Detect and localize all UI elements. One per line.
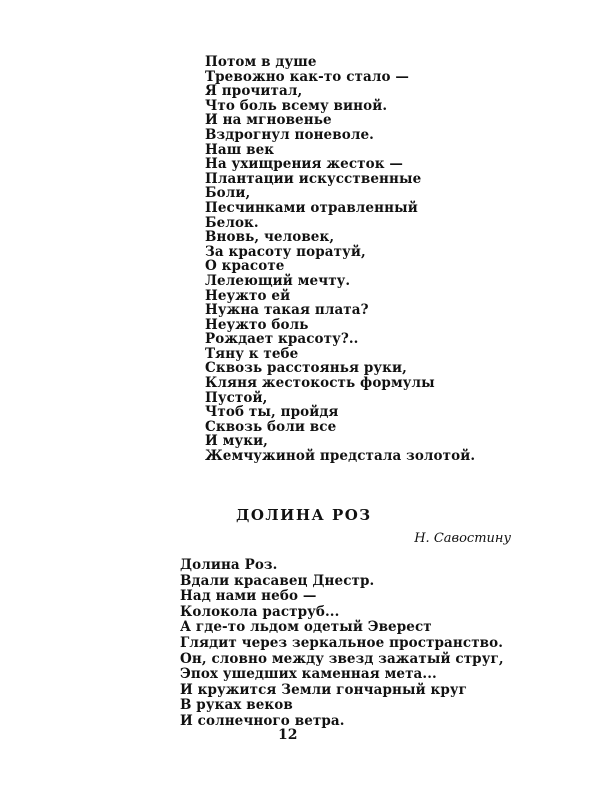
poem-line: Долина Роз. xyxy=(180,557,278,573)
poem-line: Кляня жестокость формулы xyxy=(205,375,435,392)
poem-line: Неужто ей xyxy=(205,287,291,304)
poem-line: Эпох ушедших каменная мета... xyxy=(180,666,437,683)
poem-line: Боли, xyxy=(205,185,251,202)
poem-line: Потом в душе xyxy=(205,54,317,70)
poem-continuation xyxy=(205,55,475,464)
poem-line: И кружится Земли гончарный круг xyxy=(180,681,468,698)
poem-line: Тревожно как-то стало — xyxy=(205,68,409,85)
poem-line: Чтоб ты, пройдя xyxy=(205,404,339,421)
poem-line: Колокола раструб... xyxy=(180,603,340,620)
poem-dedication: Н. Савостину xyxy=(414,531,511,546)
poem-line: Вдали красавец Днестр. xyxy=(180,572,375,589)
page-number: 12 xyxy=(278,727,298,743)
poem-line: Глядит через зеркальное пространство. xyxy=(180,634,504,651)
poem-title: ДОЛИНА РОЗ xyxy=(236,506,372,524)
poem-line: О красоте xyxy=(205,258,285,275)
poem-line: Жемчужиной предстала золотой. xyxy=(205,448,476,465)
poem-dolina-roz xyxy=(180,558,504,730)
poem-line: Над нами небо — xyxy=(180,588,317,605)
poem-line: Наш век xyxy=(205,141,275,158)
poem-line: Вздрогнул поневоле. xyxy=(205,126,374,143)
poem-line: И муки, xyxy=(205,433,268,450)
poem-line: Тяну к тебе xyxy=(205,345,299,362)
poem-line: И солнечного ветра. xyxy=(180,712,345,729)
poem-line: Что боль всему виной. xyxy=(205,97,388,114)
poem-line: За красоту поратуй, xyxy=(205,243,366,260)
poem-line: Сквозь расстоянья руки, xyxy=(205,360,407,377)
poem-line: Песчинками отравленный xyxy=(205,199,418,216)
poem-line: На ухищрения жесток — xyxy=(205,156,403,173)
poem-line: Плантации искусственные xyxy=(205,170,422,187)
poem-line: Я прочитал, xyxy=(205,83,303,100)
poem-line: Лелеющий мечту. xyxy=(205,272,351,289)
poem-line: Нужна такая плата? xyxy=(205,302,369,319)
poem-line: Вновь, человек, xyxy=(205,229,335,246)
poem-line: Он, словно между звезд зажатый струг, xyxy=(180,650,504,667)
poem-line: Рождает красоту?.. xyxy=(205,331,359,348)
poem-line: Неужто боль xyxy=(205,316,309,333)
poem-line: Сквозь боли все xyxy=(205,418,337,435)
poem-line: А где-то льдом одетый Эверест xyxy=(180,619,432,636)
poem-line: В руках веков xyxy=(180,697,293,714)
poem-line: И на мгновенье xyxy=(205,112,332,129)
poem-line: Белок. xyxy=(205,214,259,231)
poem-line: Пустой, xyxy=(205,389,268,406)
